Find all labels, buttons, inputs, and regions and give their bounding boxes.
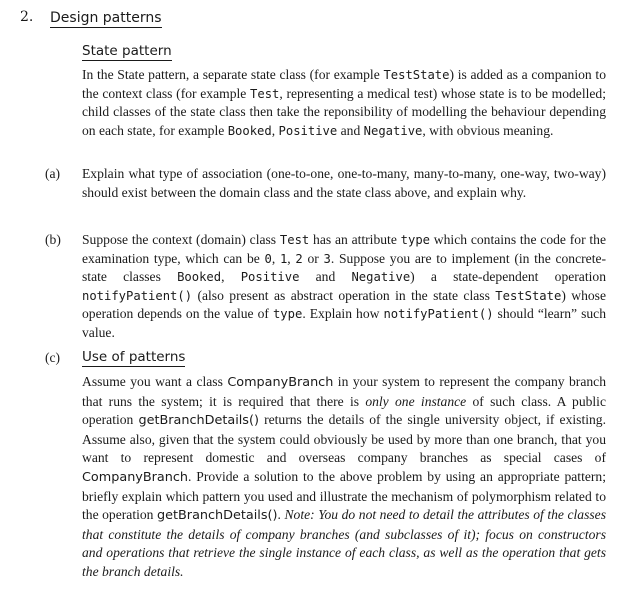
use-of-patterns-heading: Use of patterns	[82, 349, 186, 365]
section-title: Design patterns	[50, 10, 162, 26]
part-c-label: (c)	[45, 350, 61, 365]
state-pattern-intro: In the State pattern, a separate state class (for example TestState) is added as a companion to the context class (for example Test, representing a medical test) whose state is to be modelled; child classes of the state class then take the reponsibility of modelling the behaviour depending on each state, for example Booked, Positive and Negative, with obvious meaning.	[82, 67, 606, 138]
part-c-text: Assume you want a class CompanyBranch in your system to represent the company branch that runs the system; it is required that there is only one instance of such class. A public operation getBranchDetails() returns the details of the single university object, if existing. Assume also, given that the system could obviously be used by more than one branch, that you want to represent domestic and overseas company branches as special cases of CompanyBranch. Provide a solution to the above problem by using an appropriate pattern; briefly explain which pattern you used and illustrate the mechanism of polymorphism related to the operation getBranchDetails(). Note: You do not need to detail the attributes of the classes that constitute the details of company branches (and subclasses of it); focus on constructors and operations that retrieve the single instance of each class, as well as the operation that gets the branch details.	[82, 374, 606, 579]
question-number: 2.	[20, 9, 34, 25]
state-pattern-heading: State pattern	[82, 43, 172, 59]
part-a-label: (a)	[45, 166, 61, 181]
part-b-label: (b)	[45, 232, 61, 247]
part-b-text: Suppose the context (domain) class Test has an attribute type which contains the code for the examination type, which can be 0, 1, 2 or 3. Suppose you are to implement (in the concrete-state classes Booked, Positive and Negative) a state-dependent operation notifyPatient() (also present as abstract operation in the state class TestState) whose operation depends on the value of type. Explain how notifyPatient() should “learn” such value.	[82, 232, 607, 340]
part-a-text: Explain what type of association (one-to-one, one-to-many, many-to-many, one-way, two-way) should exist between the domain class and the state class above, and explain why.	[82, 166, 606, 200]
